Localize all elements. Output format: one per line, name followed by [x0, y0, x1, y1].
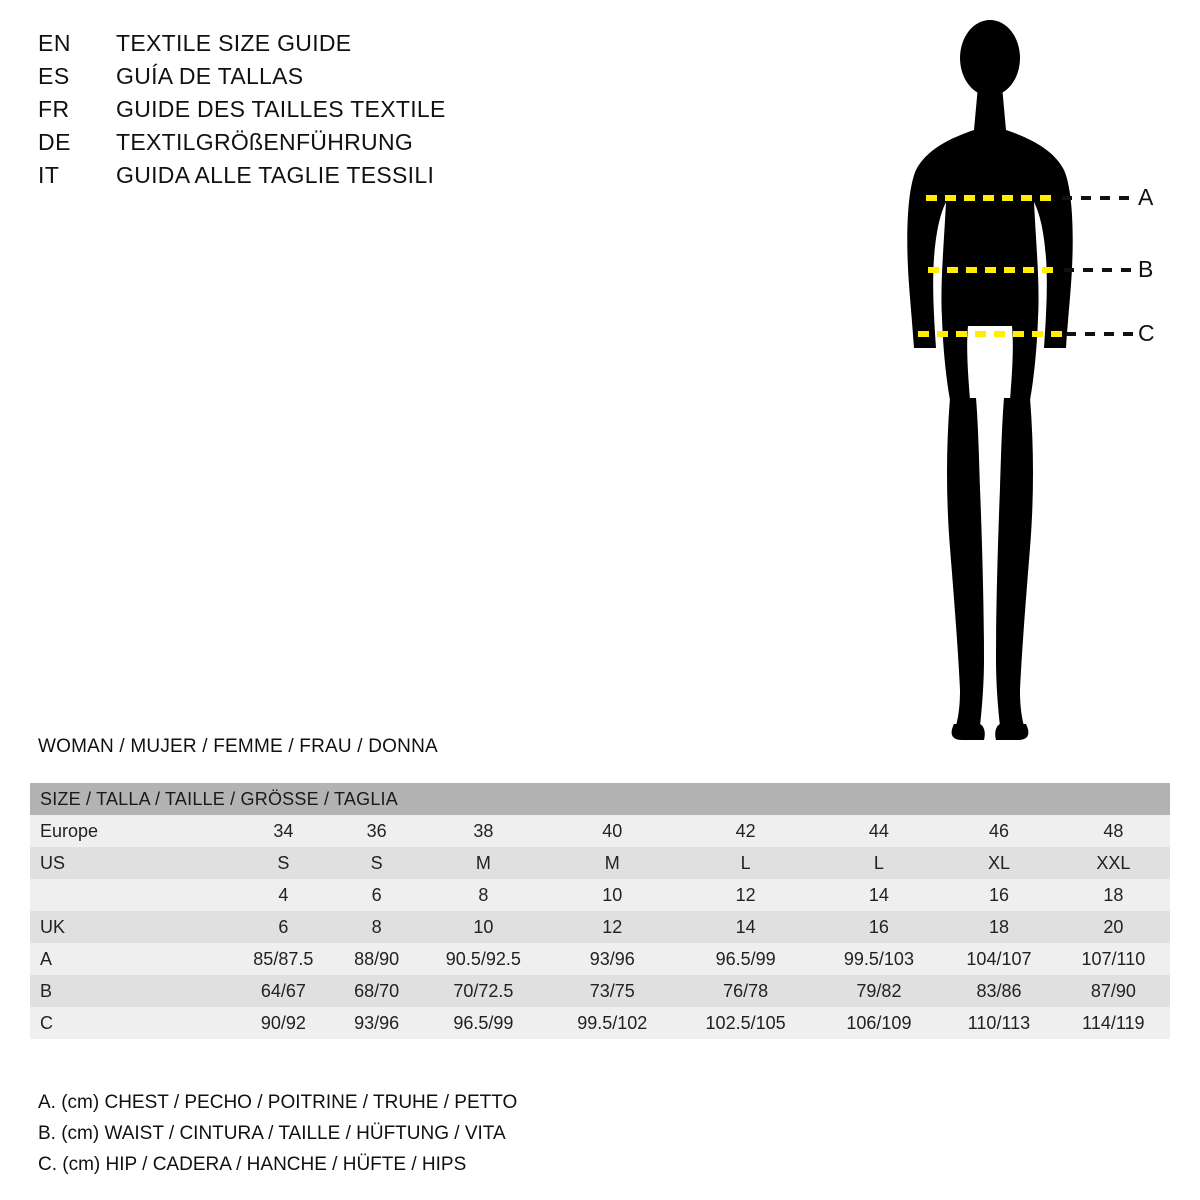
table-cell: 48	[1057, 815, 1170, 847]
table-cell: 93/96	[337, 1007, 417, 1039]
table-cell: 44	[817, 815, 941, 847]
row-label: B	[30, 975, 230, 1007]
table-cell: XL	[941, 847, 1057, 879]
language-row	[38, 96, 598, 129]
table-cell: 18	[1057, 879, 1170, 911]
footnote-hip: C. (cm) HIP / CADERA / HANCHE / HÜFTE / HIPS	[38, 1154, 467, 1175]
table-cell: S	[230, 847, 337, 879]
table-cell: 14	[674, 911, 816, 943]
table-cell: 10	[550, 879, 674, 911]
table-cell: 38	[417, 815, 550, 847]
table-cell: 99.5/102	[550, 1007, 674, 1039]
row-label: US	[30, 847, 230, 879]
table-cell: 90.5/92.5	[417, 943, 550, 975]
language-title: GUIDA ALLE TAGLIE TESSILI	[116, 162, 435, 188]
language-title: GUÍA DE TALLAS	[116, 63, 304, 89]
marker-label-a: A	[1138, 184, 1154, 210]
table-cell: 64/67	[230, 975, 337, 1007]
table-cell: 14	[817, 879, 941, 911]
table-cell: 96.5/99	[417, 1007, 550, 1039]
language-code: DE	[38, 129, 71, 155]
row-label: Europe	[30, 815, 230, 847]
language-title: GUIDE DES TAILLES TEXTILE	[116, 96, 446, 122]
language-row	[38, 129, 598, 162]
table-cell: 88/90	[337, 943, 417, 975]
table-cell: 16	[817, 911, 941, 943]
table-cell: 102.5/105	[674, 1007, 816, 1039]
table-cell: 76/78	[674, 975, 816, 1007]
footnotes	[38, 1087, 838, 1180]
language-code: FR	[38, 96, 70, 122]
table-cell: XXL	[1057, 847, 1170, 879]
table-cell: 85/87.5	[230, 943, 337, 975]
body-figure	[850, 18, 1180, 758]
table-cell: 107/110	[1057, 943, 1170, 975]
table-cell: 8	[337, 911, 417, 943]
language-title: TEXTILE SIZE GUIDE	[116, 30, 352, 56]
table-cell: 87/90	[1057, 975, 1170, 1007]
table-row	[30, 943, 1170, 975]
table-cell: 68/70	[337, 975, 417, 1007]
language-code: ES	[38, 63, 70, 89]
language-title-block	[38, 30, 598, 195]
table-cell: 20	[1057, 911, 1170, 943]
table-cell: 96.5/99	[674, 943, 816, 975]
table-cell: 42	[674, 815, 816, 847]
table-row	[30, 879, 1170, 911]
section-label-woman: WOMAN / MUJER / FEMME / FRAU / DONNA	[38, 736, 438, 757]
table-cell: L	[817, 847, 941, 879]
table-cell: 6	[337, 879, 417, 911]
row-label: A	[30, 943, 230, 975]
table-header-row	[30, 783, 1170, 815]
marker-label-b: B	[1138, 256, 1154, 282]
table-cell: L	[674, 847, 816, 879]
footnote-chest: A. (cm) CHEST / PECHO / POITRINE / TRUHE / PETTO	[38, 1092, 518, 1113]
language-title: TEXTILGRÖßENFÜHRUNG	[116, 129, 414, 155]
table-cell: 99.5/103	[817, 943, 941, 975]
footnote-waist: B. (cm) WAIST / CINTURA / TAILLE / HÜFTUNG / VITA	[38, 1123, 506, 1144]
table-cell: 83/86	[941, 975, 1057, 1007]
table-cell: 4	[230, 879, 337, 911]
table-cell: 34	[230, 815, 337, 847]
table-cell: 8	[417, 879, 550, 911]
size-table	[30, 783, 1170, 1039]
table-cell: 106/109	[817, 1007, 941, 1039]
language-row	[38, 63, 598, 96]
table-cell: 79/82	[817, 975, 941, 1007]
table-row	[30, 815, 1170, 847]
table-cell: 46	[941, 815, 1057, 847]
row-label	[30, 879, 230, 911]
table-cell: 70/72.5	[417, 975, 550, 1007]
table-cell: 16	[941, 879, 1057, 911]
table-cell: 12	[674, 879, 816, 911]
row-label: UK	[30, 911, 230, 943]
table-cell: 36	[337, 815, 417, 847]
table-cell: S	[337, 847, 417, 879]
table-cell: 10	[417, 911, 550, 943]
table-cell: 104/107	[941, 943, 1057, 975]
table-cell: M	[550, 847, 674, 879]
row-label: C	[30, 1007, 230, 1039]
size-table-container	[30, 783, 1170, 1039]
table-cell: 93/96	[550, 943, 674, 975]
table-cell: 40	[550, 815, 674, 847]
table-cell: 18	[941, 911, 1057, 943]
marker-label-c: C	[1138, 320, 1155, 346]
female-silhouette-icon	[850, 18, 1180, 758]
language-row	[38, 162, 598, 195]
table-cell: 12	[550, 911, 674, 943]
table-cell: 6	[230, 911, 337, 943]
table-row	[30, 911, 1170, 943]
table-cell: M	[417, 847, 550, 879]
table-cell: 90/92	[230, 1007, 337, 1039]
language-code: EN	[38, 30, 71, 56]
table-cell: 73/75	[550, 975, 674, 1007]
language-code: IT	[38, 162, 60, 188]
language-row	[38, 30, 598, 63]
table-row	[30, 847, 1170, 879]
table-cell: 110/113	[941, 1007, 1057, 1039]
table-cell: 114/119	[1057, 1007, 1170, 1039]
table-row	[30, 1007, 1170, 1039]
table-row	[30, 975, 1170, 1007]
table-header-cell: SIZE / TALLA / TAILLE / GRÖSSE / TAGLIA	[30, 783, 1170, 815]
